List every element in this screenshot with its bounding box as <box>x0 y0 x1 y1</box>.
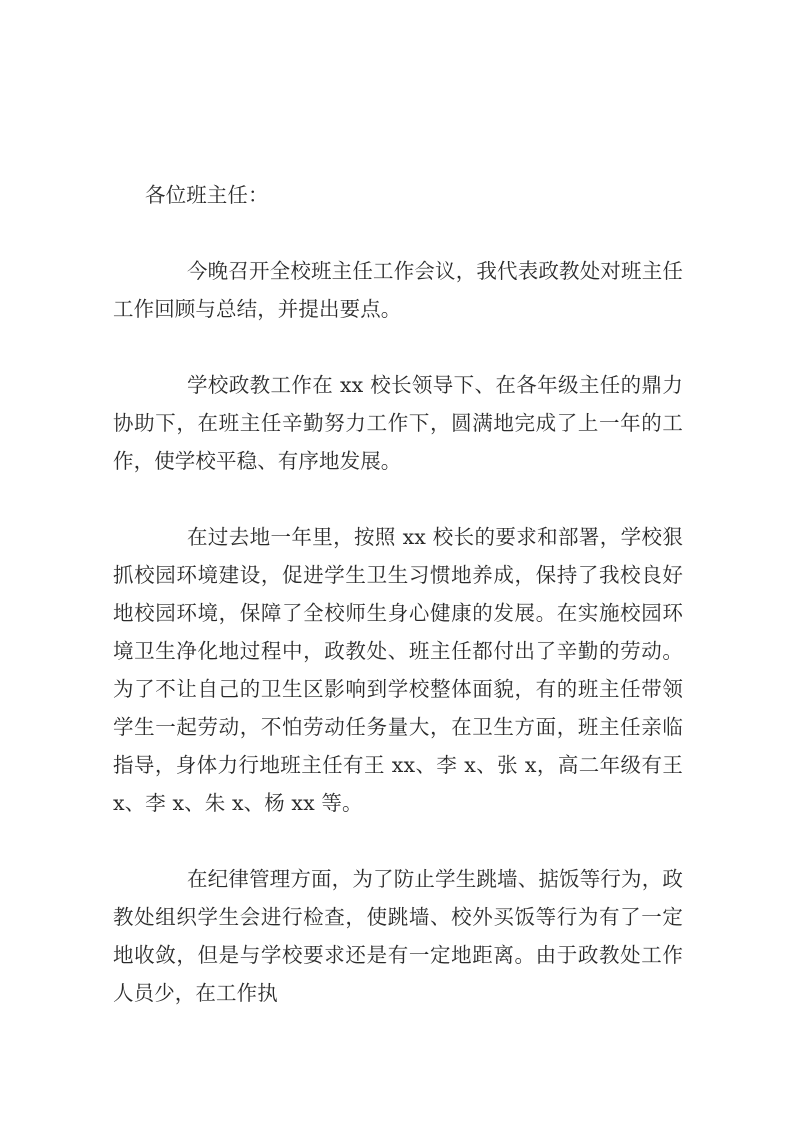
paragraph-opening-remarks: 今晚召开全校班主任工作会议，我代表政教处对班主任工作回顾与总结，并提出要点。 <box>113 259 683 321</box>
paragraph-salutation: 各位班主任： <box>145 183 269 207</box>
paragraph-discipline-management: 在纪律管理方面，为了防止学生跳墙、掂饭等行为，政教处组织学生会进行检查，使跳墙、校外买饭等行为有了一定地收敛，但是与学校要求还是有一定地距离。由于政教处工作人员少，在工作执 <box>113 867 683 1005</box>
paragraph-leadership-acknowledgement: 学校政教工作在 xx 校长领导下、在各年级主任的鼎力协助下，在班主任辛勤努力工作下，圆满地完成了上一年的工作，使学校平稳、有序地发展。 <box>113 373 683 473</box>
document-text-body <box>113 176 683 1012</box>
paragraph-campus-environment-review: 在过去地一年里，按照 xx 校长的要求和部署，学校狠抓校园环境建设，促进学生卫生习惯地养成，保持了我校良好地校园环境，保障了全校师生身心健康的发展。在实施校园环境卫生净化地过程中，政教处、班主任都付出了辛勤的劳动。为了不让自己的卫生区影响到学校整体面貌，有的班主任带领学生一起劳动，不怕劳动任务量大，在卫生方面，班主任亲临指导，身体力行地班主任有王 xx、李 x、张 x，高二年级有王 x、李 x、朱 x、杨 xx 等。 <box>113 525 683 815</box>
